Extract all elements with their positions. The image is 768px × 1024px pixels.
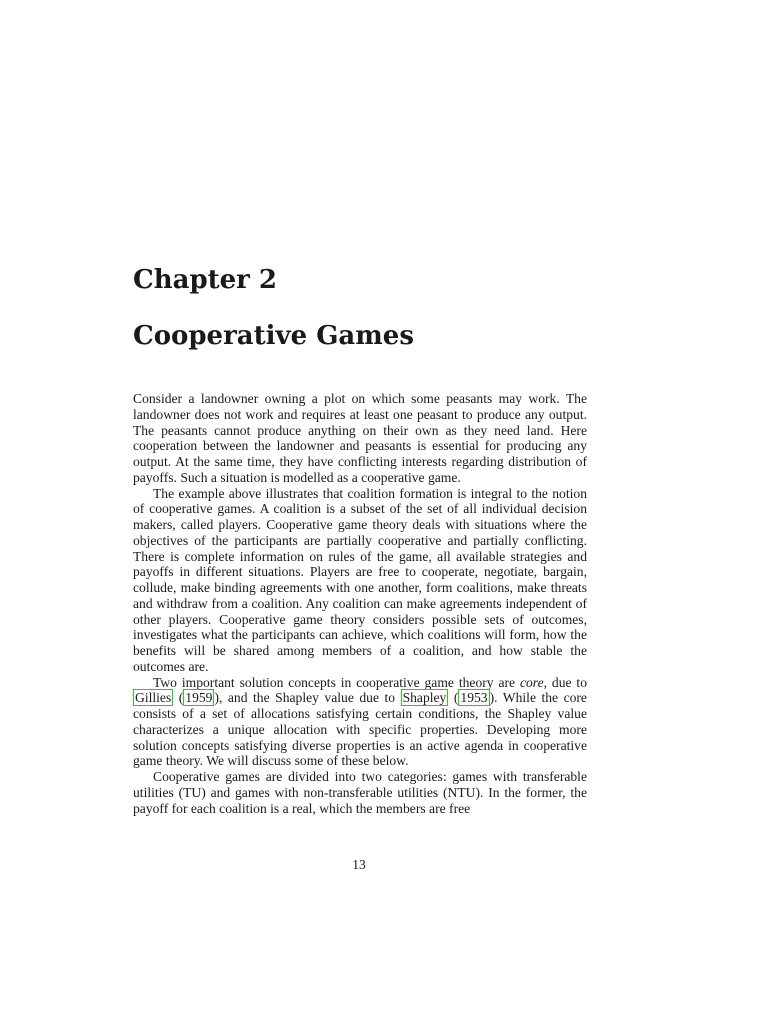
paragraph-4: Cooperative games are divided into two categories: games with transferable utilities (TU) and games with non-transferable utilities (NTU). In the former, the payoff for each coalition is a real, which the members are free xyxy=(133,769,587,816)
paragraph-1: Consider a landowner owning a plot on which some peasants may work. The landowner does not work and requires at least one peasant to produce any output. The peasants cannot produce anything on their own as they need land. Here cooperation between the landowner and peasants is essential for producing any output. At the same time, they have conflicting interests regarding distribution of payoffs. Such a situation is modelled as a cooperative game. xyxy=(133,391,587,485)
core-term: core xyxy=(519,674,544,690)
citation-shapley-year-link[interactable]: 1953 xyxy=(460,690,488,706)
paragraph-3-text-c: ( xyxy=(173,690,184,706)
page-number: 13 xyxy=(352,857,366,872)
chapter-label: Chapter 2 xyxy=(133,265,278,295)
citation-gillies-link[interactable]: Gillies xyxy=(135,690,172,706)
paragraph-3-text-f: ). While the core consists of a set of allocations satisfying certain conditions, the Shapley value characterizes a unique allocation with specific properties. Developing more solution concepts satisfying diverse properties is an active agenda in cooperative game theory. We will discuss some of these below. xyxy=(133,690,587,769)
citation-shapley-link[interactable]: Shapley xyxy=(402,690,447,706)
body-text xyxy=(133,391,587,816)
chapter-title: Cooperative Games xyxy=(133,321,414,351)
paragraph-3-text-a: Two important solution concepts in cooperative game theory are xyxy=(153,674,520,690)
paragraph-3-text-d: ), and the Shapley value due to xyxy=(214,690,401,706)
paragraph-3-text-e: ( xyxy=(448,690,459,706)
paragraph-3 xyxy=(133,675,587,770)
paragraph-3-text-b: , due to xyxy=(543,674,587,690)
citation-gillies-year-link[interactable]: 1959 xyxy=(185,690,213,706)
paragraph-2: The example above illustrates that coalition formation is integral to the notion of cooperative games. A coalition is a subset of the set of all individual decision makers, called players. Cooperative game theory deals with situations where the objectives of the participants are partially cooperative and partially conflicting. There is complete information on rules of the game, all available strategies and payoffs in different situations. Players are free to cooperate, negotiate, bargain, collude, make binding agreements with one another, form coalitions, make threats and withdraw from a coalition. Any coalition can make agreements independent of other players. Cooperative game theory considers possible sets of outcomes, investigates what the participants can achieve, which coalitions will form, how the benefits will be shared among members of a coalition, and how stable the outcomes are. xyxy=(133,485,587,674)
